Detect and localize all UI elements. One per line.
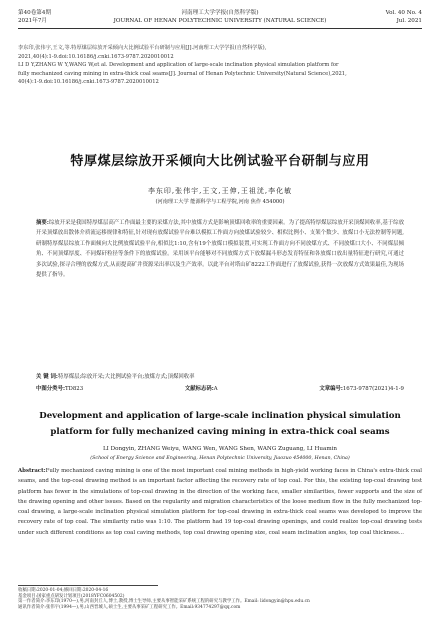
abstract-en (18, 466, 422, 538)
date-en: Jul. 2021 (396, 17, 422, 24)
citation-en-line: LI D Y,ZHANG W Y,WANG W,et al. Development and application of large-scale inclination physical simulation platform for (18, 62, 339, 69)
doc-value: A (213, 386, 218, 392)
clc-label: 中图分类号: (36, 386, 65, 392)
volume-number: Vol. 40 No. 4 (385, 10, 422, 16)
id-label: 文章编号: (319, 386, 343, 392)
journal-title-en: JOURNAL OF HENAN POLYTECHNIC UNIVERSITY (NATURAL SCIENCE) (113, 17, 327, 24)
citation-zh-line: 李东印,张伟宇,王文,等.特厚煤层综放开采倾向大比例试验平台研制与应用[J].河南理工大学学报(自然科学版), (18, 45, 267, 51)
footnote-rule (18, 585, 158, 586)
abstract-zh-text: 综放开采是我国特厚煤层高产工作面最主要的采煤方法,其中放煤方式是影响顶煤回收率的重要因素。为了提高特厚煤层综放开采顶煤回收率,基于综放开采顶煤放出散体介质流运移规律和特征,针对现有放煤试验平台难以模拟工作面方向放煤试验较少、相似比例小、支架个数少、放煤口小无法控制等问题,研制特厚煤层综放工作面倾向大比例放煤试验平台,相似比1:10,含有19个放煤口模拟装置,可实现工作面方向不同放煤方式、不同放煤口大小、不同煤层倾角、不同顶煤厚度、不同煤矸粒径等条件下的放煤试验。采用该平台能够对不同放煤方式下放煤漏斗形态发育特征和各放煤口放出量特征进行研究,可通过多次试验,探寻合理的放煤方式,从而提高矿井资源采出率以及生产效率。以此平台对塔山矿8222工作面进行了放煤试验,获得一次放煤方式效果最佳,为现场提供了指导。 (36, 220, 404, 279)
paper-title-zh: 特厚煤层综放开采倾向大比例试验平台研制与应用 (70, 154, 370, 169)
date-zh: 2021年7月 (18, 17, 47, 24)
abstract-en-label: Abstract: (18, 468, 46, 474)
citation-en-line: 40(4):1-9.doi:10.16186/j.cnki.1673-9787.2020010012 (18, 79, 159, 86)
authors-zh: 李东印,张伟宇,王文,王伸,王祖洸,李化敏 (147, 187, 293, 195)
id-value: 1673-9787(2021)4-1-9 (342, 386, 404, 392)
footnotes (18, 588, 422, 611)
citation-block (18, 44, 422, 87)
issue-zh: 第40卷第4期 (18, 10, 52, 16)
clc-value: TD823 (64, 386, 84, 392)
citation-zh-line: 2021,40(4):1-9.doi:10.16186/j.cnki.1673-9787.2020010012 (18, 53, 174, 60)
keywords-zh-label: 关 键 词: (36, 374, 58, 380)
header-rule (18, 28, 422, 29)
abstract-en-text: Fully mechanized caving mining is one of the most important coal mining methods in high-yield working faces in China's extra-thick coal seams, and the top-coal drawing method is an important factor affecting the recovery rate of top coal. For this, the existing top-coal drawing test platform has fewer in the simulations of top-coal drawing in the direction of the working face, smaller similarities, fewer supports and the size of the drawing opening and other issues. Based on the regularity and migration characteristics of the loose medium flow in the fully mechanized top-coal drawing, a large-scale inclination physical simulation platform for top-coal drawing in extra-thick coal seams was developed to improve the recovery rate of top coal. The similarity ratio was 1:10. The platform had 19 top-coal drawing openings, and could realize top-coal drawing tests under such different conditions as top coal caving methods, top coal drawing opening size, coal seam inclination angles, top coal thickness... (18, 468, 422, 536)
abstract-zh-label: 摘要: (36, 220, 49, 226)
footnote-received: 收稿日期:2020-01-04;修回日期:2020-04-16 (18, 588, 109, 593)
document-code (185, 384, 218, 392)
clc-number (36, 384, 83, 392)
footnote-first-author: 第一作者简介:李东印(1970—),男,河南封丘人,博士,教授,博士生导师,主要从事智能采矿系统工程的研究与教学工作。Email: lidongyin@hpu.edu.cn (18, 599, 310, 605)
keywords-zh-text: 特厚煤层;综放开采;大比例试验平台;放煤方式;顶煤回收率 (57, 374, 195, 380)
affiliation-en: (School of Energy Science and Engineering, Henan Polytechnic University, Jiaozuo 454000, Henan, China) (90, 456, 350, 461)
citation-en-line: fully mechanized caving mining in extra-thick coal seams[J]. Journal of Henan Polytechnic University(Natural Science),2021, (18, 70, 347, 77)
authors-en: LI Dongyin, ZHANG Weiyu, WANG Wen, WANG Shen, WANG Zuguang, LI Huamin (102, 446, 338, 452)
paper-title-en: Development and application of large-scale inclination physical simulation platform for fully mechanized caving mining in extra-thick coal seams (39, 411, 401, 437)
footnote-funding: 基金项目:国家重点研发计划项目(2018YFC0604502) (18, 593, 125, 599)
footnote-corresponding-author: 通讯作者简介:张伟宇(1994—),男,山西晋城人,硕士生,主要从事采矿工程研究工作。Email:934774297@qq.com (18, 605, 241, 611)
journal-title-zh: 河南理工大学学报(自然科学版) (181, 10, 259, 16)
doc-label: 文献标志码: (184, 386, 214, 392)
affiliation-zh: (河南理工大学 能源科学与工程学院,河南 焦作 454000) (155, 199, 285, 205)
article-id (319, 384, 404, 392)
classification-row (36, 384, 404, 392)
abstract-zh (36, 218, 404, 280)
keywords-zh (36, 373, 404, 382)
running-header (18, 10, 422, 25)
